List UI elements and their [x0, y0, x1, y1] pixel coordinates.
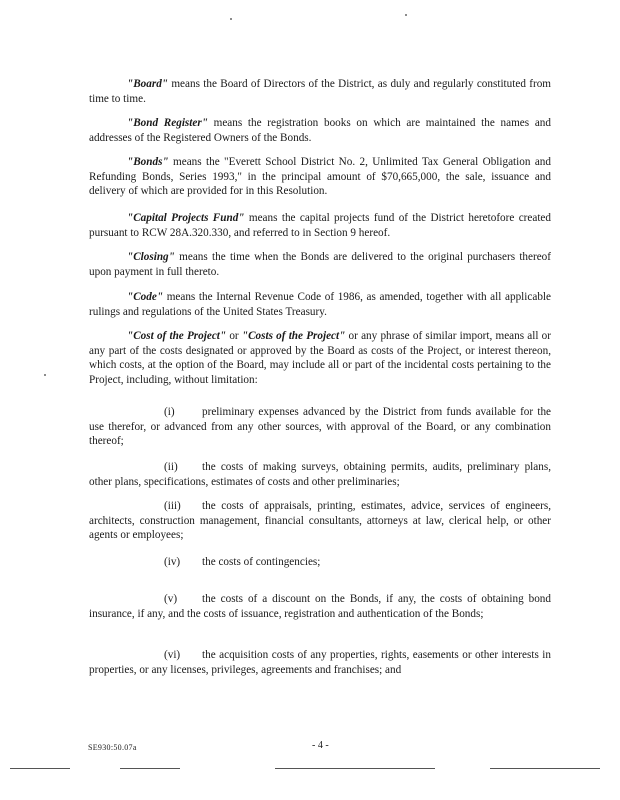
- scan-speck: [405, 14, 407, 16]
- list-item-number: (v): [164, 593, 178, 605]
- list-item: [89, 499, 551, 543]
- list-item-text: the costs of appraisals, printing, estimates, advice, services of engineers, architects, construction management, financial consultants, attorneys at law, clerical help, or other agents or employees;: [89, 500, 551, 542]
- defined-term: "Closing": [127, 251, 175, 263]
- definition-bonds: [89, 155, 551, 199]
- list-item-text: preliminary expenses advanced by the District from funds available for the use therefor, or advanced from any other sources, with approval of the Board, or any combination thereof;: [89, 406, 551, 448]
- list-item-text: the costs of making surveys, obtaining permits, audits, preliminary plans, other plans, specifications, estimates of costs and other preliminaries;: [89, 461, 551, 488]
- defined-term: "Costs of the Project": [241, 330, 346, 342]
- definition-text: means the capital projects fund of the District heretofore created pursuant to RCW 28A.320.330, and referred to in Section 9 hereof.: [89, 212, 551, 239]
- list-item-text: the acquisition costs of any properties, rights, easements or other interests in properties, or any licenses, privileges, agreements and franchises; and: [89, 649, 551, 676]
- definition-closing: [89, 250, 551, 279]
- definition-text: or any phrase of similar import, means all or any part of the costs designated or approved by the Board as costs of the Project, or interest thereon, which costs, at the option of the Board, may include all or part of the incidental costs pertaining to the Project, including, without limitation:: [89, 330, 552, 386]
- definition-board: [89, 77, 551, 106]
- definition-text: means the registration books on which are maintained the names and addresses of the Registered Owners of the Bonds.: [89, 117, 551, 144]
- document-id: SE930:50.07a: [88, 743, 137, 752]
- definition-text: means the Internal Revenue Code of 1986, as amended, together with all applicable rulings and regulations of the United States Treasury.: [89, 291, 551, 318]
- list-item-number: (iv): [164, 556, 181, 568]
- scan-artifact-line: [10, 768, 70, 769]
- scan-artifact-line: [490, 768, 600, 769]
- scan-artifact-line: [120, 768, 180, 769]
- defined-term: "Capital Projects Fund": [127, 212, 245, 224]
- defined-term: "Cost of the Project": [127, 330, 227, 342]
- list-item: [89, 460, 551, 489]
- list-item-text: the costs of contingencies;: [202, 556, 321, 568]
- definition-connector: or: [226, 330, 242, 342]
- definition-cost-of-project: [89, 329, 551, 387]
- defined-term: "Bond Register": [127, 117, 208, 129]
- list-item-text: the costs of a discount on the Bonds, if any, the costs of obtaining bond insurance, if any, and the costs of issuance, registration and authentication of the Bonds;: [89, 593, 551, 620]
- definition-capital-projects-fund: [89, 211, 551, 240]
- page-number: - 4 -: [312, 740, 329, 751]
- scan-speck: [44, 374, 46, 376]
- list-item: [89, 648, 551, 677]
- scan-artifact-line: [275, 768, 435, 769]
- list-item: [89, 405, 551, 449]
- definition-text: means the Board of Directors of the District, as duly and regularly constituted from time to time.: [89, 78, 551, 105]
- list-item: [89, 592, 551, 621]
- defined-term: "Code": [127, 291, 164, 303]
- definition-code: [89, 290, 551, 319]
- list-item-number: (vi): [164, 649, 181, 661]
- list-item-number: (iii): [164, 500, 181, 512]
- list-item: [89, 555, 551, 570]
- list-item-number: (i): [164, 406, 175, 418]
- definition-text: means the "Everett School District No. 2, Unlimited Tax General Obligation and Refunding Bonds, Series 1993," in the principal amount of $70,665,000, the sale, issuance and delivery of which are provided for in this Resolution.: [89, 156, 551, 198]
- list-item-number: (ii): [164, 461, 178, 473]
- defined-term: "Bonds": [127, 156, 169, 168]
- defined-term: "Board": [127, 78, 169, 90]
- scan-speck: [230, 18, 232, 20]
- definition-text: means the time when the Bonds are delivered to the original purchasers thereof upon payment in full thereto.: [89, 251, 551, 278]
- definition-bond-register: [89, 116, 551, 145]
